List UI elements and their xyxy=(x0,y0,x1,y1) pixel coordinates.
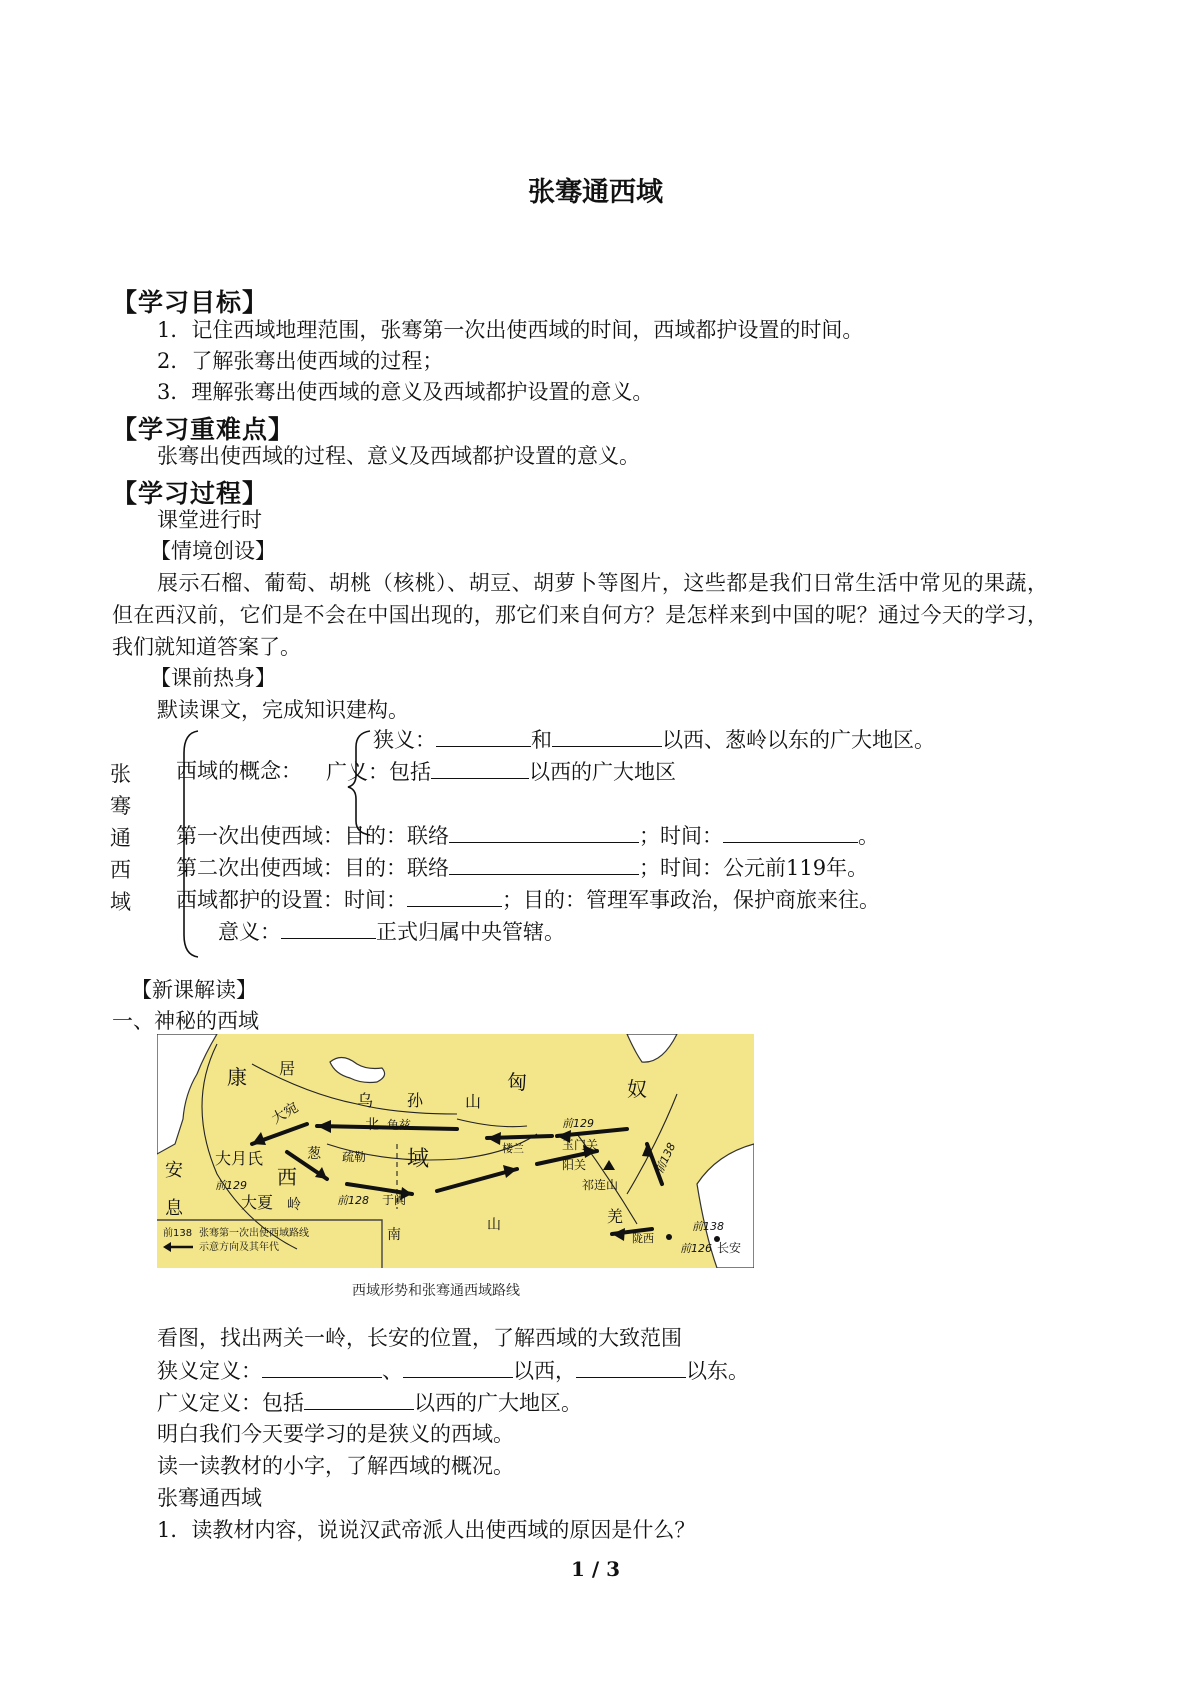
process-heading: 【学习过程】 xyxy=(112,479,269,508)
keypoints-heading: 【学习重难点】 xyxy=(112,415,295,444)
map-label: 岭 xyxy=(287,1197,301,1213)
map-label: 前128 xyxy=(337,1194,369,1207)
map-label: 山 xyxy=(465,1092,482,1111)
goals-heading: 【学习目标】 xyxy=(112,288,269,317)
map-label: 匈 xyxy=(507,1070,527,1094)
blank-broad-def[interactable] xyxy=(304,1387,414,1410)
map-label: 前129 xyxy=(215,1179,247,1192)
warmup-heading: 【课前热身】 xyxy=(150,666,276,690)
map-label: 康 xyxy=(227,1065,247,1089)
task-clarify: 明白我们今天要学习的是狭义的西域。 xyxy=(157,1422,514,1446)
task-read-small: 读一读教材的小字，了解西域的概况。 xyxy=(157,1454,514,1478)
map-label: 葱 xyxy=(307,1146,321,1162)
silk-road-map xyxy=(157,1034,754,1268)
blank-first-time[interactable] xyxy=(723,820,858,843)
map-label: 西 xyxy=(277,1165,297,1189)
map-label: 域 xyxy=(407,1147,430,1172)
legend-text: 张骞第一次出使西域路线 xyxy=(199,1228,309,1239)
scene-heading: 【情境创设】 xyxy=(150,539,276,563)
map-label: 阳关 xyxy=(562,1158,587,1172)
second-mission-row: 第二次出使西域：目的：联络 ；时间：公元前119年。 xyxy=(176,852,868,883)
map-label: 山 xyxy=(487,1217,501,1233)
first-mission-row: 第一次出使西域：目的：联络 ；时间： 。 xyxy=(176,820,879,851)
map-label: 玉门关 xyxy=(562,1138,599,1152)
outline-vertical-char: 张 xyxy=(110,762,131,786)
blank-second-purpose[interactable] xyxy=(449,852,639,875)
outline-vertical-char: 骞 xyxy=(110,794,131,818)
map-label: 大宛 xyxy=(269,1099,302,1128)
goal-item: 3．理解张骞出使西域的意义及西域都护设置的意义。 xyxy=(157,380,654,404)
map-label: 前126 xyxy=(680,1242,712,1255)
map-label: 楼兰 xyxy=(502,1142,524,1155)
page-number: 1 / 3 xyxy=(570,1557,621,1581)
map-label: 安 xyxy=(165,1160,183,1181)
map-label: 孙 xyxy=(407,1091,424,1110)
page-title: 张骞通西域 xyxy=(528,177,663,208)
blank-meaning[interactable] xyxy=(281,916,376,939)
question-1: 1．读教材内容，说说汉武帝派人出使西域的原因是什么？ xyxy=(157,1518,696,1542)
blank-narrow-def-2[interactable] xyxy=(403,1355,513,1378)
section-subheading: 张骞通西域 xyxy=(157,1486,262,1510)
map-label: 前129 xyxy=(562,1117,594,1130)
classroom-label: 课堂进行时 xyxy=(157,508,262,532)
map-label: 长安 xyxy=(717,1241,742,1255)
blank-narrow-2[interactable] xyxy=(552,724,662,747)
map-label: 龟兹 xyxy=(387,1118,412,1132)
warmup-text: 默读课文，完成知识建构。 xyxy=(157,698,409,722)
legend-year: 前138 xyxy=(163,1228,193,1239)
keypoints-text: 张骞出使西域的过程、意义及西域都护设置的意义。 xyxy=(157,444,640,468)
blank-broad[interactable] xyxy=(431,756,529,779)
map-label: 息 xyxy=(165,1198,183,1219)
blank-duhu-time[interactable] xyxy=(407,884,502,907)
goal-item: 1．记住西域地理范围，张骞第一次出使西域的时间，西域都护设置的时间。 xyxy=(157,318,864,342)
scene-text: 展示石榴、葡萄、胡桃（核桃）、胡豆、胡萝卜等图片，这些都是我们日常生活中常见的果蔬，但在西汉前，它们是不会在中国出现的，那它们来自何方？是怎样来到中国的呢？通过今天的学习，我们就知道答案了。 xyxy=(112,571,1048,659)
section-title: 一、神秘的西域 xyxy=(112,1009,259,1033)
map-label: 大月氏 xyxy=(215,1149,264,1168)
duhu-row: 西域都护的设置：时间： ；目的：管理军事政治，保护商旅来往。 xyxy=(176,884,880,915)
task-look-map: 看图，找出两关一岭，长安的位置，了解西域的大致范围 xyxy=(157,1326,682,1350)
map-label: 乌 xyxy=(357,1091,374,1110)
map-caption: 西域形势和张骞通西域路线 xyxy=(352,1283,520,1299)
map-label: 前138 xyxy=(652,1140,679,1176)
map-label: 居 xyxy=(279,1059,296,1078)
outline-vertical-char: 西 xyxy=(110,858,131,882)
map-label: 陇西 xyxy=(632,1232,654,1245)
outline-vertical-char: 域 xyxy=(110,890,131,914)
blank-narrow-def-3[interactable] xyxy=(576,1355,686,1378)
newlesson-heading: 【新课解读】 xyxy=(131,978,257,1002)
map-label: 前138 xyxy=(692,1220,724,1233)
blank-narrow-def-1[interactable] xyxy=(262,1355,382,1378)
map-label: 南 xyxy=(387,1227,401,1243)
map-label: 于阗 xyxy=(382,1193,407,1207)
map-label: 奴 xyxy=(627,1077,647,1101)
blank-first-purpose[interactable] xyxy=(449,820,639,843)
map-label: 大夏 xyxy=(241,1193,274,1212)
narrow-definition-row: 狭义： 和 以西、葱岭以东的广大地区。 xyxy=(373,724,935,755)
outline-vertical-char: 通 xyxy=(110,826,131,850)
blank-narrow-1[interactable] xyxy=(436,724,531,747)
task-narrow-def: 狭义定义： 、 以西， 以东。 xyxy=(157,1355,749,1386)
goal-item: 2．了解张骞出使西域的过程； xyxy=(157,349,444,373)
concept-label: 西域的概念： xyxy=(176,759,302,783)
map-label: 祁连山 xyxy=(582,1178,619,1192)
legend-text: 示意方向及其年代 xyxy=(199,1242,279,1253)
meaning-row: 意义： 正式归属中央管辖。 xyxy=(218,916,565,947)
map-label: 北 xyxy=(365,1117,379,1133)
map-label: 羌 xyxy=(607,1207,624,1226)
task-broad-def: 广义定义：包括 以西的广大地区。 xyxy=(157,1387,582,1418)
broad-definition-row: 广义：包括 以西的广大地区 xyxy=(326,756,676,787)
map-label: 疏勒 xyxy=(342,1150,367,1164)
